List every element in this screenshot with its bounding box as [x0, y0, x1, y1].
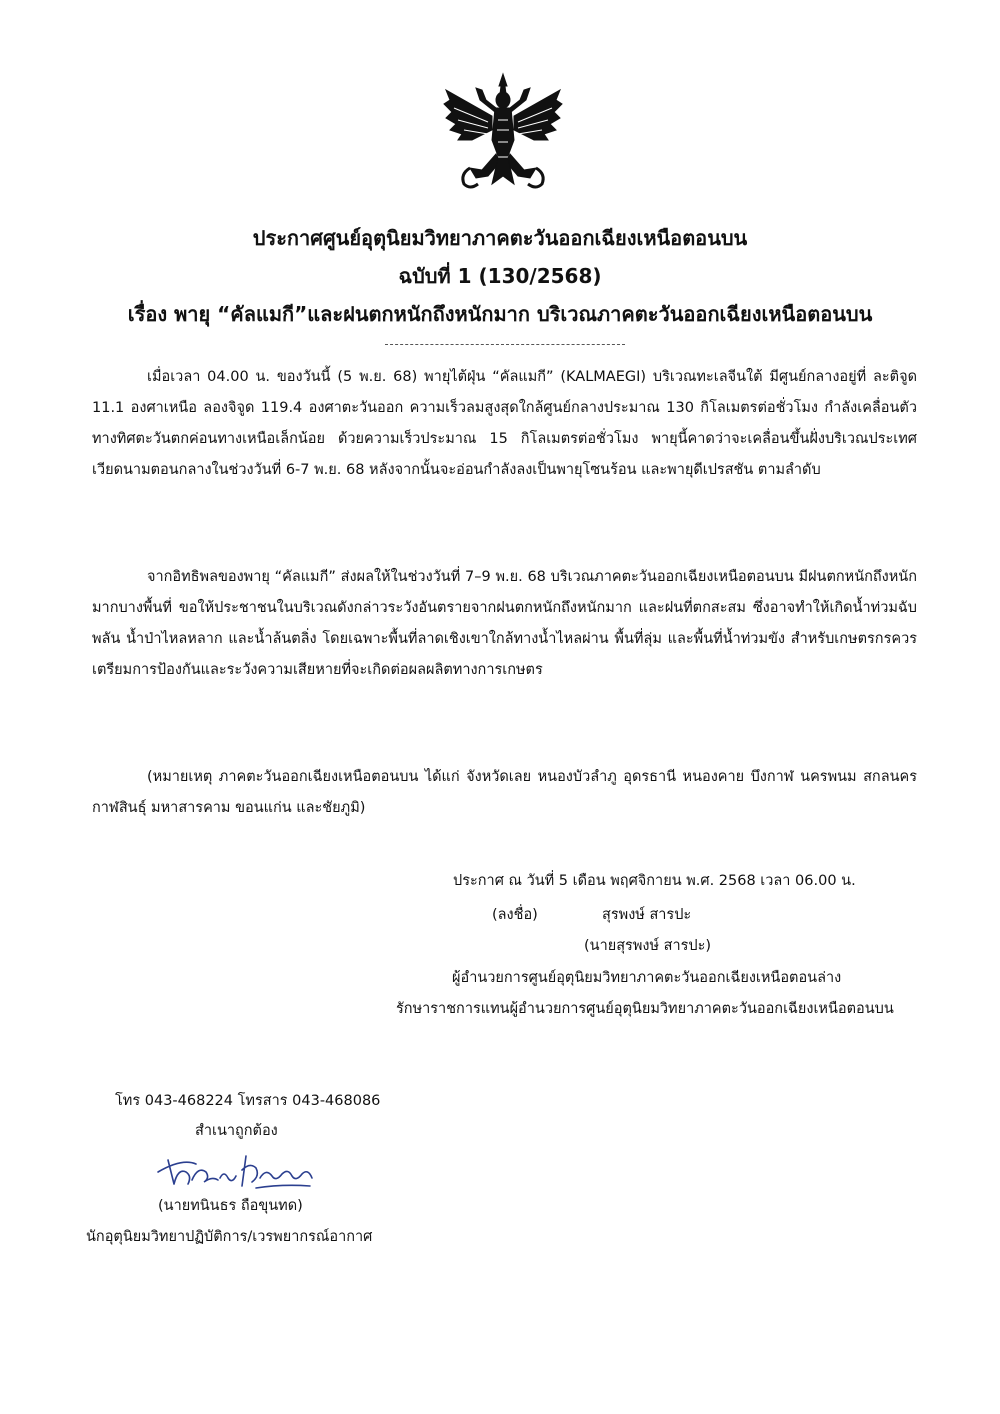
paragraph-storm-status: เมื่อเวลา 04.00 น. ของวันนี้ (5 พ.ย. 68) พายุไต้ฝุ่น “คัลแมกี” (KALMAEGI) บริเวณทะเลจีนใต้ มีศูนย์กลางอยู่ที่ ละติจูด 11.1 องศาเหนือ ลองจิจูด 119.4 องศาตะวันออก ความเร็วลมสูงสุดใกล้ศูนย์กลางประมาณ 130 กิโลเมตรต่อชั่วโมง กำลังเคลื่อนตัวทางทิศตะวันตกค่อนทางเหนือเล็กน้อย ด้วยความเร็วประมาณ 15 กิโลเมตรต่อชั่วโมง พายุนี้คาดว่าจะเคลื่อนขึ้นฝั่งบริเวณประเทศเวียดนามตอนกลางในช่วงวันที่ 6-7 พ.ย. 68 หลังจากนั้นจะอ่อนกำลังลงเป็นพายุโซนร้อน และพายุดีเปรสชัน ตามลำดับ [92, 369, 917, 478]
paragraph-rain-warning: จากอิทธิพลของพายุ “คัลแมกี” ส่งผลให้ในช่วงวันที่ 7–9 พ.ย. 68 บริเวณภาคตะวันออกเฉียงเหนือตอนบน มีฝนตกหนักถึงหนักมากบางพื้นที่ ขอให้ประชาชนในบริเวณดังกล่าวระวังอันตรายจากฝนตกหนักถึงหนักมาก และฝนที่ตกสะสม ซึ่งอาจทำให้เกิดน้ำท่วมฉับพลัน น้ำป่าไหลหลาก และน้ำล้นตลิ่ง โดยเฉพาะพื้นที่ลาดเชิงเขาใกล้ทางน้ำไหลผ่าน พื้นที่ลุ่ม และพื้นที่น้ำท่วมขัง สำหรับเกษตรกรควรเตรียมการป้องกันและระวังความเสียหายที่จะเกิดต่อผลผลิตทางการเกษตร [92, 569, 917, 678]
announcement-title: ประกาศศูนย์อุตุนิยมวิทยาภาคตะวันออกเฉียงเหนือตอนบน [252, 226, 748, 250]
certified-copy-label: สำเนาถูกต้อง [195, 1123, 278, 1139]
officer-name: (นายทนินธร ถือขุนทด) [158, 1198, 303, 1214]
handwritten-signature-icon [152, 1150, 317, 1192]
contact-phone-fax: โทร 043-468224 โทรสาร 043-468086 [115, 1093, 381, 1109]
title-divider [385, 344, 625, 345]
officer-title: นักอุตุนิยมวิทยาปฏิบัติการ/เวรพยากรณ์อากาศ [86, 1229, 373, 1245]
garuda-emblem-icon [440, 70, 566, 196]
signatory-position: ผู้อำนวยการศูนย์อุตุนิยมวิทยาภาคตะวันออกเฉียงเหนือตอนล่าง [452, 970, 842, 986]
signatory-name: สุรพงษ์ สารปะ [602, 907, 692, 923]
sign-label: (ลงชื่อ) [492, 907, 538, 923]
signatory-full-name: (นายสุรพงษ์ สารปะ) [584, 938, 712, 954]
announcement-subject: เรื่อง พายุ “คัลแมกี”และฝนตกหนักถึงหนักมาก บริเวณภาคตะวันออกเฉียงเหนือตอนบน [127, 302, 873, 326]
signatory-acting-position: รักษาราชการแทนผู้อำนวยการศูนย์อุตุนิยมวิทยาภาคตะวันออกเฉียงเหนือตอนบน [396, 1001, 894, 1017]
announcement-number: ฉบับที่ 1 (130/2568) [398, 264, 602, 288]
paragraph-remark: (หมายเหตุ ภาคตะวันออกเฉียงเหนือตอนบน ได้แก่ จังหวัดเลย หนองบัวลำภู อุดรธานี หนองคาย บึงกาฬ นครพนม สกลนคร กาฬสินธุ์ มหาสารคาม ขอนแก่น และชัยภูมิ) [92, 769, 917, 816]
announce-date: ประกาศ ณ วันที่ 5 เดือน พฤศจิกายน พ.ศ. 2568 เวลา 06.00 น. [453, 873, 856, 889]
